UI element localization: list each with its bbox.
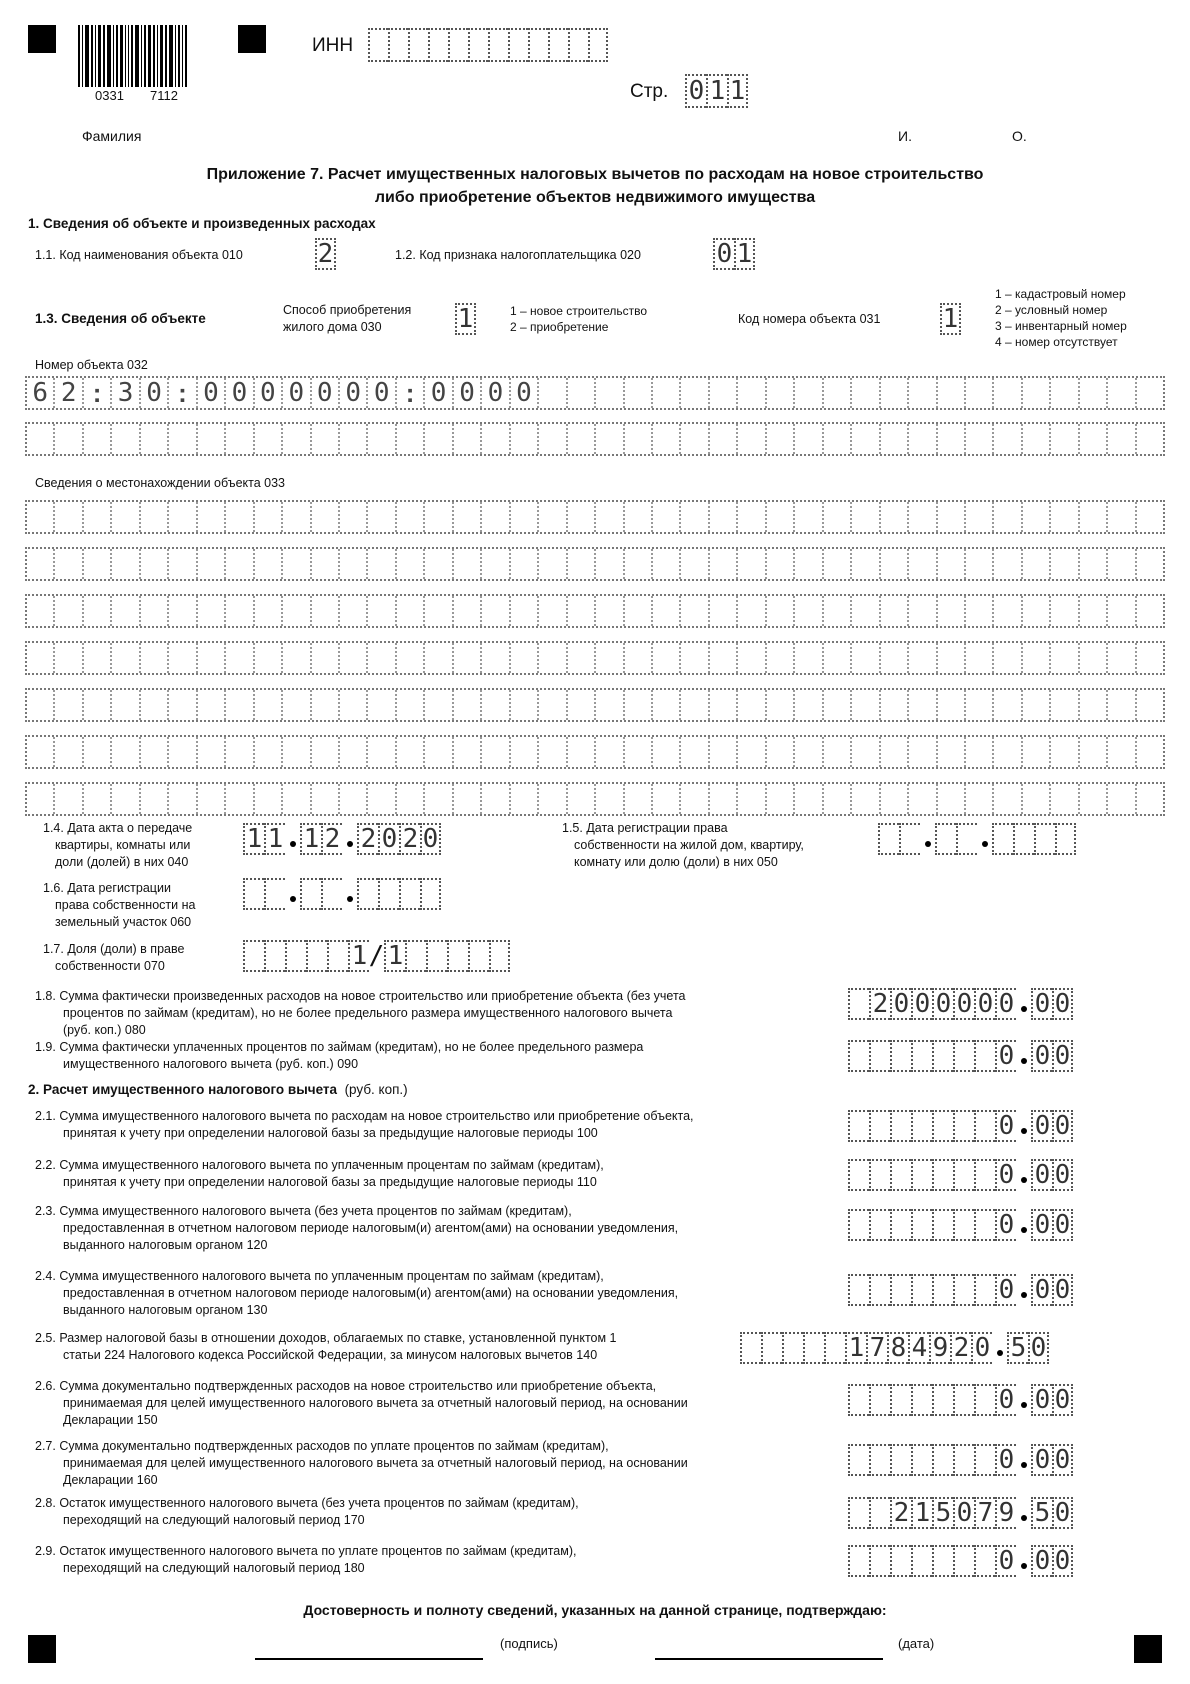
field-033-input-row-4[interactable] bbox=[25, 641, 1165, 675]
field-032-label: Номер объекта 032 bbox=[35, 358, 148, 372]
field-090-label: 1.9. Сумма фактически уплаченных процентов по займам (кредитам), но не более предельного размера имущественного налогового вычета (руб. коп.) 090 bbox=[35, 1040, 644, 1071]
field-031-option-3: 3 – инвентарный номер bbox=[995, 319, 1127, 333]
signature-line[interactable] bbox=[255, 1658, 483, 1660]
barcode bbox=[78, 25, 196, 87]
field-070-label: 1.7. Доля (доли) в праве собственности 070 bbox=[43, 942, 185, 973]
field-030-label-line-1: Способ приобретения bbox=[283, 303, 412, 317]
barcode-number-left: 0331 bbox=[95, 88, 124, 103]
field-030-label-line-2: жилого дома 030 bbox=[283, 320, 382, 334]
field-130-amount-input[interactable]: 0 0 0 bbox=[848, 1274, 1073, 1306]
field-033-label: Сведения о местонахождении объекта 033 bbox=[35, 476, 285, 490]
field-080-amount-input[interactable]: 2 0 0 0 0 0 0 0 0 bbox=[848, 988, 1073, 1020]
field-033-input-row-1[interactable] bbox=[25, 500, 1165, 534]
field-100-amount-input[interactable]: 0 0 0 bbox=[848, 1110, 1073, 1142]
field-031-input[interactable] bbox=[940, 303, 961, 335]
field-031-option-1: 1 – кадастровый номер bbox=[995, 287, 1126, 301]
field-140-amount-input[interactable]: 1 7 8 4 9 2 0 5 0 bbox=[740, 1332, 1049, 1364]
field-033-input-row-6[interactable] bbox=[25, 735, 1165, 769]
page-digit: 1 bbox=[727, 74, 748, 108]
field-033-input-row-2[interactable] bbox=[25, 547, 1165, 581]
page-digit: 0 bbox=[685, 74, 706, 108]
field-040-date-input[interactable]: 1 1 1 2 2 0 2 0 bbox=[243, 823, 441, 855]
field-150-amount-input[interactable]: 0 0 0 bbox=[848, 1384, 1073, 1416]
registration-marker-bottom-left bbox=[28, 1635, 56, 1663]
page-label: Стр. bbox=[630, 81, 669, 102]
field-040-label: 1.4. Дата акта о передаче квартиры, комнаты или доли (долей) в них 040 bbox=[43, 821, 193, 869]
field-030-input[interactable] bbox=[455, 303, 476, 335]
date-line[interactable] bbox=[655, 1658, 883, 1660]
registration-marker-bottom-right bbox=[1134, 1635, 1162, 1663]
field-060-label: 1.6. Дата регистрации права собственности на земельный участок 060 bbox=[43, 881, 196, 929]
cell: 1 bbox=[455, 303, 476, 335]
registration-marker-top-left bbox=[28, 25, 56, 53]
field-160-amount-input[interactable]: 0 0 0 bbox=[848, 1444, 1073, 1476]
field-060-date-input[interactable] bbox=[243, 878, 441, 910]
field-032-input-row-1[interactable]: 6 2 : 3 0 : 0 0 0 0 0 0 0 : 0 0 0 0 bbox=[25, 376, 1165, 410]
field-033-input-row-5[interactable] bbox=[25, 688, 1165, 722]
page-digit: 1 bbox=[706, 74, 727, 108]
field-033-input-row-7[interactable] bbox=[25, 782, 1165, 816]
confirmation-text: Достоверность и полноту сведений, указанных на данной странице, подтверждаю: bbox=[303, 1602, 887, 1618]
first-name-initial-label: И. bbox=[898, 128, 912, 144]
field-140-label: 2.5. Размер налоговой базы в отношении доходов, облагаемых по ставке, установленной пунктом 1 статьи 224 Налогового кодекса Российской Федерации, за минусом налоговых вычетов 140 bbox=[35, 1331, 617, 1362]
field-033-input-row-3[interactable] bbox=[25, 594, 1165, 628]
cell: 1 bbox=[940, 303, 961, 335]
field-120-label: 2.3. Сумма имущественного налогового вычета (без учета процентов по займам (кредитам), предоставленная в отчетном налоговом периоде налоговым(и) агентом(ами) на основании уведомления, выданного налоговым органом 120 bbox=[35, 1204, 679, 1252]
field-100-label: 2.1. Сумма имущественного налогового вычета по расходам на новое строительство или приобретение объекта, принятая к учету при определении налоговой базы за предыдущие налоговые периоды 100 bbox=[35, 1109, 694, 1140]
field-160-label: 2.7. Сумма документально подтвержденных расходов по уплате процентов по займам (кредитам), принимаемая для целей имущественного налогового вычета за отчетный налоговый период, на основании Декларации 160 bbox=[35, 1439, 688, 1487]
date-label: (дата) bbox=[898, 1636, 935, 1651]
field-150-label: 2.6. Сумма документально подтвержденных расходов на новое строительство или приобретение объекта, принимаемая для целей имущественного налогового вычета за отчетный налоговый период, на основании Декларации 150 bbox=[35, 1379, 688, 1427]
field-180-amount-input[interactable]: 0 0 0 bbox=[848, 1545, 1073, 1577]
field-032-input-row-2[interactable] bbox=[25, 422, 1165, 456]
barcode-number-right: 7112 bbox=[150, 88, 178, 103]
field-010-label: 1.1. Код наименования объекта 010 bbox=[35, 248, 243, 262]
cell: 2 bbox=[315, 238, 336, 270]
field-180-label: 2.9. Остаток имущественного налогового вычета по уплате процентов по займам (кредитам), переходящий на следующий налоговый период 180 bbox=[35, 1544, 577, 1575]
field-031-label: Код номера объекта 031 bbox=[738, 312, 881, 326]
field-110-label: 2.2. Сумма имущественного налогового вычета по уплаченным процентам по займам (кредитам), принятая к учету при определении налоговой базы за предыдущие налоговые периоды 110 bbox=[35, 1158, 604, 1189]
field-050-date-input[interactable] bbox=[878, 823, 1076, 855]
field-120-amount-input[interactable]: 0 0 0 bbox=[848, 1209, 1073, 1241]
registration-marker-top-right bbox=[238, 25, 266, 53]
section-1-3-heading: 1.3. Сведения об объекте bbox=[35, 311, 206, 326]
field-170-label: 2.8. Остаток имущественного налогового вычета (без учета процентов по займам (кредитам), переходящий на следующий налоговый период 170 bbox=[35, 1496, 579, 1527]
field-170-amount-input[interactable]: 2 1 5 0 7 9 5 0 bbox=[848, 1497, 1073, 1529]
inn-label: ИНН bbox=[312, 35, 354, 56]
field-030-option-2: 2 – приобретение bbox=[510, 320, 609, 334]
patronymic-initial-label: О. bbox=[1012, 128, 1027, 144]
cell: 0 bbox=[713, 238, 734, 270]
field-020-input[interactable] bbox=[713, 238, 755, 270]
field-010-input[interactable] bbox=[315, 238, 336, 270]
surname-label: Фамилия bbox=[82, 128, 142, 144]
inn-field[interactable] bbox=[368, 28, 608, 62]
field-130-label: 2.4. Сумма имущественного налогового вычета по уплаченным процентам по займам (кредитам), предоставленная в отчетном налоговом периоде налоговым(и) агентом(ами) на основании уведомления, выданного налоговым органом 130 bbox=[35, 1269, 679, 1317]
field-020-label: 1.2. Код признака налогоплательщика 020 bbox=[395, 248, 641, 262]
field-050-label: 1.5. Дата регистрации права собственности на жилой дом, квартиру, комнату или долю (доли) в них 050 bbox=[562, 821, 804, 869]
field-070-share-input[interactable]: 1 / 1 bbox=[243, 940, 510, 972]
section-1-heading: 1. Сведения об объекте и произведенных расходах bbox=[28, 216, 376, 231]
field-110-amount-input[interactable]: 0 0 0 bbox=[848, 1159, 1073, 1191]
field-090-amount-input[interactable]: 0 0 0 bbox=[848, 1040, 1073, 1072]
section-2-heading: 2. Расчет имущественного налогового вычета (руб. коп.) bbox=[28, 1082, 408, 1097]
field-031-option-2: 2 – условный номер bbox=[995, 303, 1108, 317]
cell: 1 bbox=[734, 238, 755, 270]
field-030-option-1: 1 – новое строительство bbox=[510, 304, 648, 318]
field-031-option-4: 4 – номер отсутствует bbox=[995, 335, 1118, 349]
field-080-label: 1.8. Сумма фактически произведенных расходов на новое строительство или приобретение объекта (без учета процентов по займам (кредитам), но не более предельного размера имущественного налогового вычета (руб. коп.) 080 bbox=[35, 989, 686, 1037]
page-number-field bbox=[685, 74, 748, 108]
signature-label: (подпись) bbox=[500, 1636, 558, 1651]
page-title-line-1: Приложение 7. Расчет имущественных налоговых вычетов по расходам на новое строительство bbox=[206, 166, 984, 183]
page-title-line-2: либо приобретение объектов недвижимого имущества bbox=[374, 189, 816, 206]
